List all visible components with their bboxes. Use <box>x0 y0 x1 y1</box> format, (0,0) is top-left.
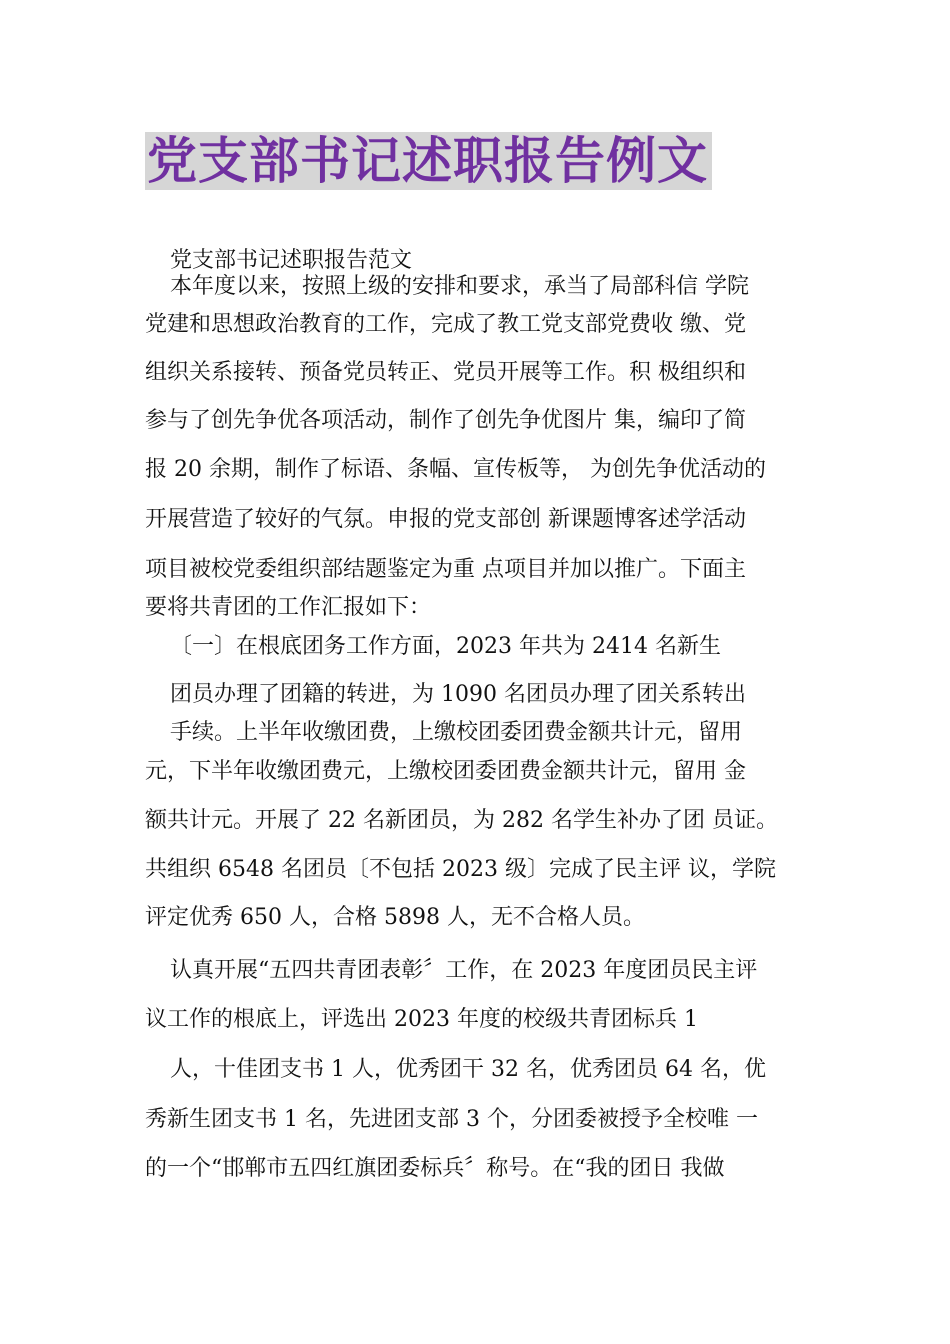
paragraph-line: 本年度以来，按照上级的安排和要求，承当了局部科信 学院 <box>170 274 749 299</box>
paragraph-line: 组织关系接转、预备党员转正、党员开展等工作。积 极组织和 <box>145 360 746 385</box>
paragraph-line: 项目被校党委组织部结题鉴定为重 点项目并加以推广。下面主 <box>145 557 746 582</box>
paragraph-line: 人，十佳团支书 1 人，优秀团干 32 名，优秀团员 64 名，优 <box>170 1057 766 1082</box>
paragraph-line: 手续。上半年收缴团费，上缴校团委团费金额共计元，留用 <box>170 720 743 745</box>
paragraph-line: 报 20 余期，制作了标语、条幅、宣传板等， 为创先争优活动的 <box>145 457 766 482</box>
paragraph-line: 参与了创先争优各项活动，制作了创先争优图片 集，编印了简 <box>145 408 746 433</box>
paragraph-line: 党支部书记述职报告范文 <box>170 248 413 273</box>
document-title: 党支部书记述职报告例文 <box>145 132 712 190</box>
paragraph-line: 元，下半年收缴团费元，上缴校团委团费金额共计元，留用 金 <box>145 759 746 784</box>
paragraph-line: 开展营造了较好的气氛。申报的党支部创 新课题博客述学活动 <box>145 507 746 532</box>
paragraph-line: 认真开展“五四共青团表彰〞工作，在 2023 年度团员民主评 <box>170 958 758 983</box>
paragraph-line: 评定优秀 650 人，合格 5898 人，无不合格人员。 <box>145 905 645 930</box>
paragraph-line: 的一个“邯郸市五四红旗团委标兵〞称号。在“我的团日 我做 <box>145 1156 725 1181</box>
paragraph-line: 要将共青团的工作汇报如下： <box>145 595 432 620</box>
paragraph-line: 额共计元。开展了 22 名新团员，为 282 名学生补办了团 员证。 <box>145 808 778 833</box>
paragraph-line: 团员办理了团籍的转进，为 1090 名团员办理了团关系转出 <box>170 682 746 707</box>
paragraph-line: 党建和思想政治教育的工作，完成了教工党支部党费收 缴、党 <box>145 312 746 337</box>
paragraph-line: 〔一〕在根底团务工作方面，2023 年共为 2414 名新生 <box>170 634 721 659</box>
paragraph-line: 议工作的根底上，评选出 2023 年度的校级共青团标兵 1 <box>145 1007 698 1032</box>
paragraph-line: 共组织 6548 名团员〔不包括 2023 级〕完成了民主评 议，学院 <box>145 857 776 882</box>
paragraph-line: 秀新生团支书 1 名，先进团支部 3 个，分团委被授予全校唯 一 <box>145 1107 758 1132</box>
